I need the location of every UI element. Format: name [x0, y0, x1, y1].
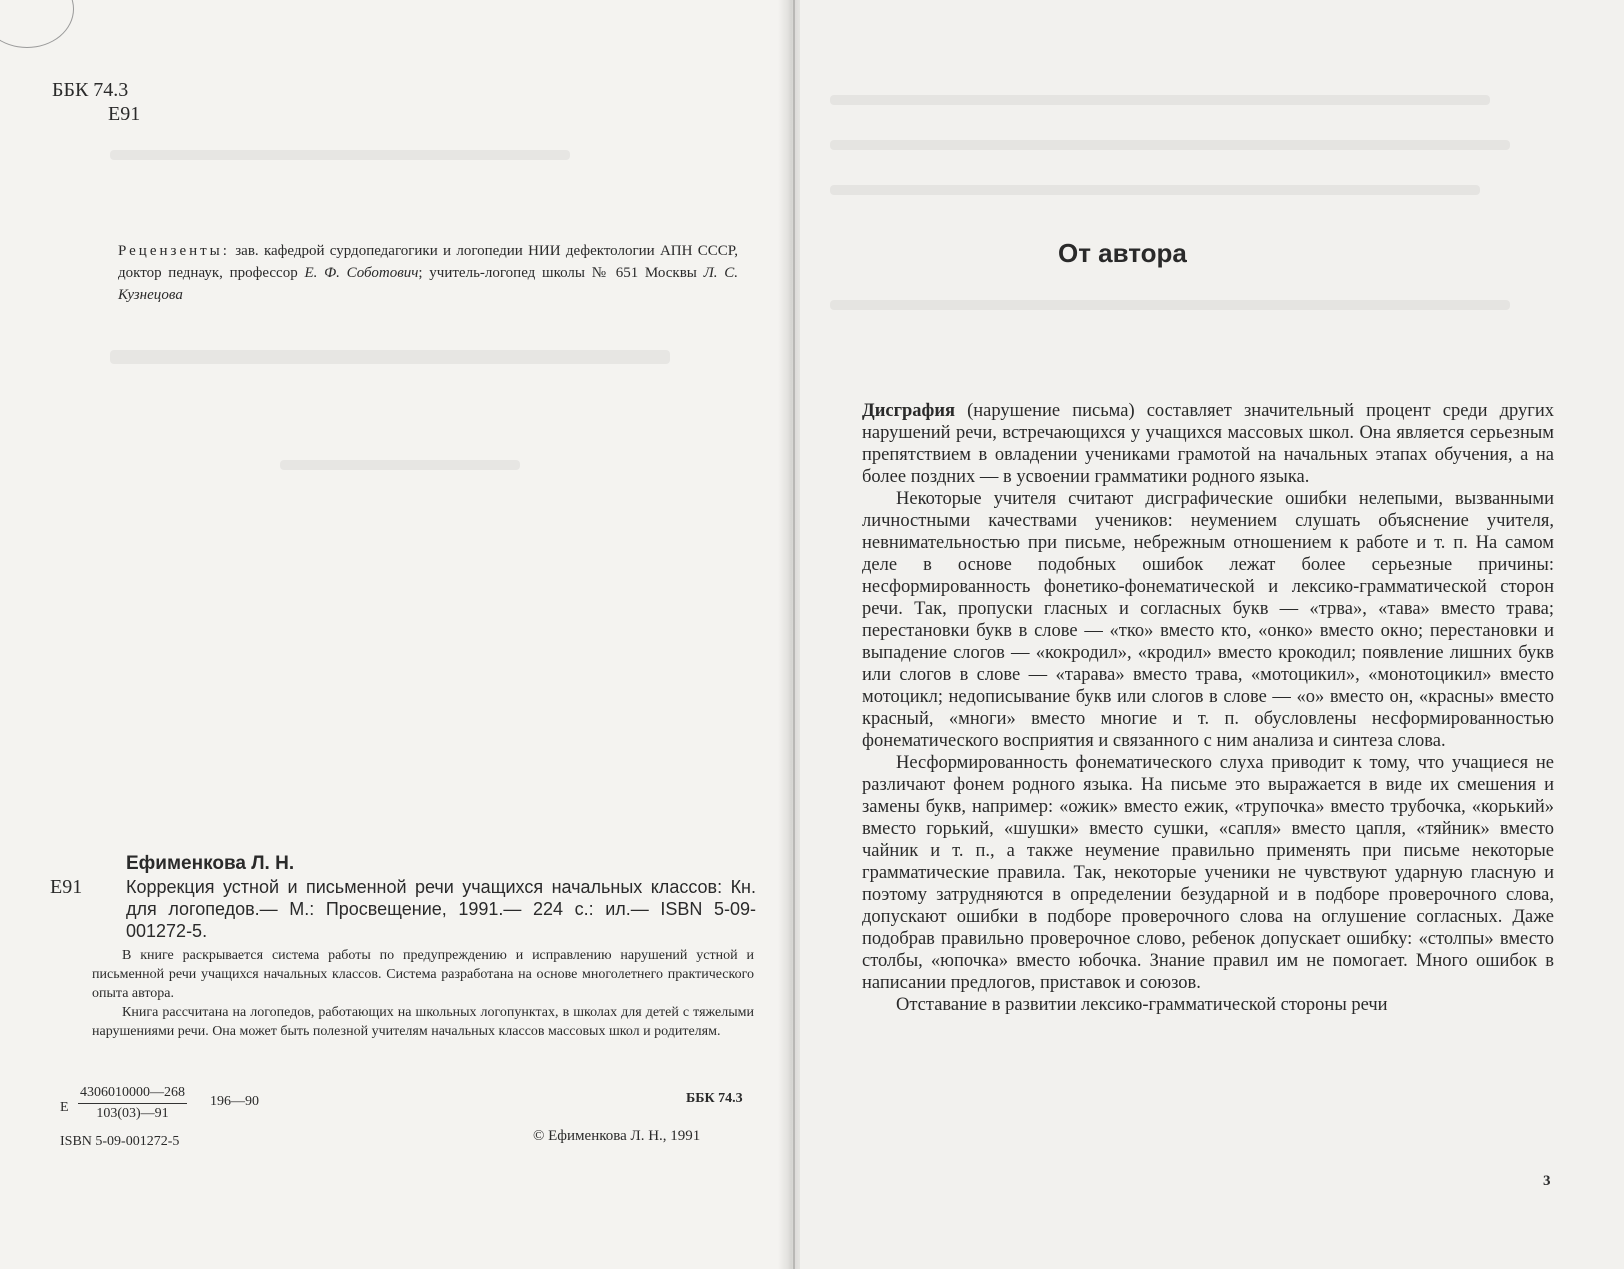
paragraph-4: Отставание в развитии лексико-грамматической стороны речи: [896, 995, 1388, 1015]
isbn: ISBN 5-09-001272-5: [60, 1134, 180, 1149]
bbk-index: [52, 78, 140, 126]
copyright: © Ефименкова Л. Н., 1991: [533, 1128, 701, 1144]
author-name: Ефименкова Л. Н.: [126, 853, 295, 874]
stamp-circle-mark: [0, 0, 74, 48]
left-page: [0, 0, 792, 1269]
reviewer-name: Е. Ф. Соботович: [304, 265, 419, 281]
code-numerator: 4306010000—268: [78, 1085, 187, 1104]
paragraph-3: Несформированность фонематического слуха приводит к тому, что учащиеся не различают фонем родного языка. На письме это выражается в виде их смешения и замены букв, например: «ожик» вместо ежик, «трупочка» вместо трубочка, «корький» вместо горький, «шушки» вместо сушки, «сапля» вместо цапля, «тяйник» вместо чайник и т. п., а также неумение правильно применять при письме некоторые грамматические правила. Так, некоторые ученики не чувствуют ударную гласную и поэтому затрудняются в определении безударной и в подборе проверочного слова, допускают ошибки в подборе проверочного слова на оглушение согласных. Даже подобрав правильно проверочное слово, ребенок допускает ошибку: «столпы» вместо столбы, «юпочка» вместо юбочка. Знание правил им не помогает. Много ошибок в написании предлогов, приставок и союзов.: [862, 753, 1554, 993]
reviewer-name: Л. С. Кузнецова: [118, 265, 739, 303]
author-sign-side: Е91: [50, 876, 83, 898]
bibliographic-entry: Коррекция устной и письменной речи учащихся начальных классов: Кн. для логопедов.— М.: Просвещение, 1991.— 224 с.: ил.— ISBN 5-09-001272-5.: [126, 877, 756, 941]
publisher-code-fraction: [78, 1085, 187, 1122]
page-number: 3: [1543, 1173, 1551, 1189]
paragraph-2: Некоторые учителя считают дисграфические ошибки нелепыми, вызванными личностными качествами учеников: неумением слушать объяснение учителя, невнимательностью при письме, небрежным отношением к работе и т. п. На самом деле в основе подобных ошибок лежат более серьезные причины: несформированность фонетико-фонематической и лексико-грамматической сторон речи. Так, пропуски гласных и согласных букв — «трва», «тава» вместо трава; перестановки букв в слове — «тко» вместо кто, «онко» вместо окно; перестановки и выпадение слогов — «кокродил», «кродил» вместо крокодил; появление лишних букв или слогов в слове — «тарава» вместо трава, «мотоцикил», «монотоцикил» вместо мотоцикл; недописывание букв или слогов в слове — «о» вместо он, «красны» вместо красный, «многи» вместо многие и т. п. обусловлены несформированностью фонематического восприятия и связанного с ним анализа и синтеза слова.: [862, 489, 1554, 751]
code-suffix: 196—90: [210, 1094, 259, 1109]
chapter-heading: От автора: [1058, 238, 1187, 268]
bbk-code: ББК 74.3: [52, 79, 129, 101]
book-gutter: [778, 0, 802, 1269]
code-denominator: 103(03)—91: [96, 1106, 169, 1121]
body-text: [862, 400, 1554, 1016]
author-sign: Е91: [108, 103, 141, 125]
reviewers-block: Рецензенты: зав. кафедрой сурдопедагогики и логопедии НИИ дефектологии АПН СССР, доктор педнаук, профессор Е. Ф. Соботович; учитель-логопед школы № 651 Москвы Л. С. Кузнецова: [118, 243, 739, 303]
bbk-bottom: ББК 74.3: [686, 1091, 743, 1106]
annotation-paragraph: Книга рассчитана на логопедов, работающих на школьных логопунктах, в школах для детей с тяжелыми нарушениями речи. Она может быть полезной учителям начальных классов массовых школ и родителям.: [92, 1005, 754, 1039]
reviewers-label: Рецензенты:: [118, 243, 230, 259]
paragraph-1: Дисграфия (нарушение письма) составляет значительный процент среди других нарушений речи, встречающихся у учащихся массовых школ. Она является серьезным препятствием в овладении учениками грамотой на начальных этапах обучения, а на более поздних — в усвоении грамматики родного языка.: [862, 401, 1554, 487]
page-fold: [793, 0, 795, 1269]
annotation: [92, 946, 754, 1041]
code-letter: Е: [60, 1100, 69, 1115]
annotation-paragraph: В книге раскрывается система работы по предупреждению и исправлению нарушений устной и письменной речи учащихся начальных классов. Система разработана на основе многолетнего практического опыта автора.: [92, 948, 754, 1001]
term-bold: Дисграфия: [862, 401, 956, 421]
